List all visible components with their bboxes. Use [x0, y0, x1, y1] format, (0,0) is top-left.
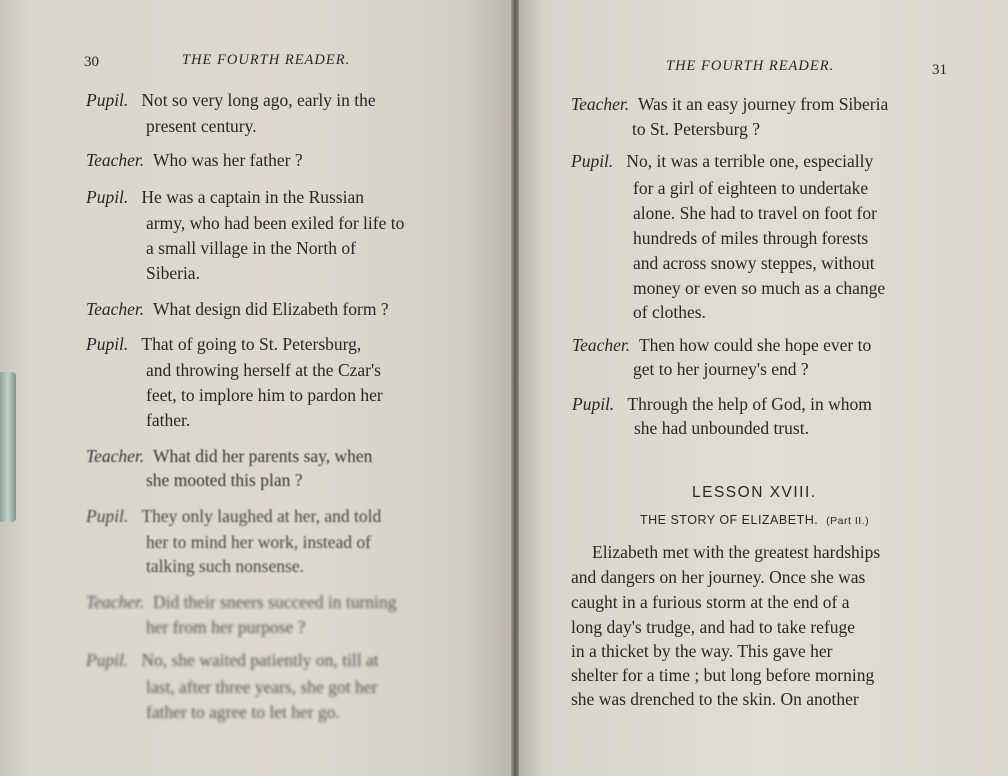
prose-line: and dangers on her journey. Once she was — [571, 567, 866, 587]
right-line: Teacher. Then how could she hope ever to — [572, 335, 872, 355]
speaker-label: Teacher. — [572, 335, 631, 355]
left-line: present century. — [146, 116, 257, 136]
right-line: she had unbounded trust. — [634, 418, 809, 438]
left-line: Teacher. What did her parents say, when — [86, 446, 373, 466]
left-line: feet, to implore him to pardon her — [146, 385, 383, 405]
prose-line: long day's trudge, and had to take refuge — [571, 617, 856, 637]
left-line: Pupil. They only laughed at her, and told — [86, 506, 382, 526]
prose-line: Elizabeth met with the greatest hardships — [592, 542, 881, 562]
speaker-label: Teacher. — [86, 299, 145, 319]
left-line: a small village in the North of — [146, 238, 356, 258]
left-line: Teacher. Who was her father ? — [86, 150, 303, 170]
speaker-label: Teacher. — [571, 94, 630, 114]
prose-line: in a thicket by the way. This gave her — [571, 641, 833, 661]
left-line: father. — [146, 410, 191, 430]
right-line: Teacher. Was it an easy journey from Siberia — [571, 94, 889, 114]
speaker-label: Pupil. — [86, 187, 129, 207]
left-line: last, after three years, she got her — [146, 677, 378, 697]
right-line: get to her journey's end ? — [633, 359, 809, 379]
speaker-label: Pupil. — [572, 394, 615, 414]
right-line: to St. Petersburg ? — [632, 119, 761, 139]
speaker-label: Pupil. — [571, 151, 614, 171]
left-line: Pupil. That of going to St. Petersburg, — [86, 334, 362, 354]
lesson-part: (Part II.) — [826, 515, 870, 527]
page-clip — [0, 372, 16, 522]
left-page-number: 30 — [84, 54, 99, 70]
left-line: her to mind her work, instead of — [146, 532, 372, 552]
right-line: money or even so much as a change — [633, 278, 886, 298]
left-line: Teacher. What design did Elizabeth form ? — [86, 299, 389, 319]
left-line: her from her purpose ? — [146, 617, 306, 637]
speaker-label: Pupil. — [86, 90, 129, 110]
left-line: army, who had been exiled for life to — [146, 213, 405, 233]
right-line: of clothes. — [633, 302, 706, 322]
lesson-subtitle: THE STORY OF ELIZABETH. (Part II.) — [640, 513, 870, 527]
right-line: hundreds of miles through forests — [633, 228, 869, 248]
left-line: Teacher. Did their sneers succeed in turning — [86, 592, 397, 612]
left-line: Siberia. — [146, 263, 200, 283]
left-line: Pupil. Not so very long ago, early in the — [86, 90, 376, 110]
speaker-label: Teacher. — [86, 446, 145, 466]
left-line: Pupil. No, she waited patiently on, till at — [86, 650, 379, 670]
book-gutter — [511, 0, 519, 776]
left-line: father to agree to let her go. — [146, 702, 340, 722]
speaker-label: Teacher. — [86, 592, 145, 612]
lesson-title: LESSON XVIII. — [692, 484, 817, 501]
left-line: and throwing herself at the Czar's — [146, 360, 381, 380]
speaker-label: Pupil. — [86, 506, 129, 526]
left-line: talking such nonsense. — [146, 556, 304, 576]
prose-line: caught in a furious storm at the end of a — [571, 592, 850, 612]
speaker-label: Pupil. — [86, 334, 129, 354]
prose-line: she was drenched to the skin. On another — [571, 689, 859, 709]
left-line: she mooted this plan ? — [146, 470, 303, 490]
left-running-head: THE FOURTH READER. — [182, 52, 351, 68]
speaker-label: Pupil. — [86, 650, 129, 670]
right-line: Pupil. Through the help of God, in whom — [572, 394, 872, 414]
right-line: for a girl of eighteen to undertake — [633, 178, 869, 198]
right-line: and across snowy steppes, without — [633, 253, 875, 273]
right-page-number: 31 — [932, 62, 947, 78]
speaker-label: Teacher. — [86, 150, 145, 170]
prose-line: shelter for a time ; but long before morning — [571, 665, 875, 685]
right-line: Pupil. No, it was a terrible one, especially — [571, 151, 874, 171]
right-line: alone. She had to travel on foot for — [633, 203, 877, 223]
right-running-head: THE FOURTH READER. — [666, 58, 835, 74]
left-line: Pupil. He was a captain in the Russian — [86, 187, 364, 207]
